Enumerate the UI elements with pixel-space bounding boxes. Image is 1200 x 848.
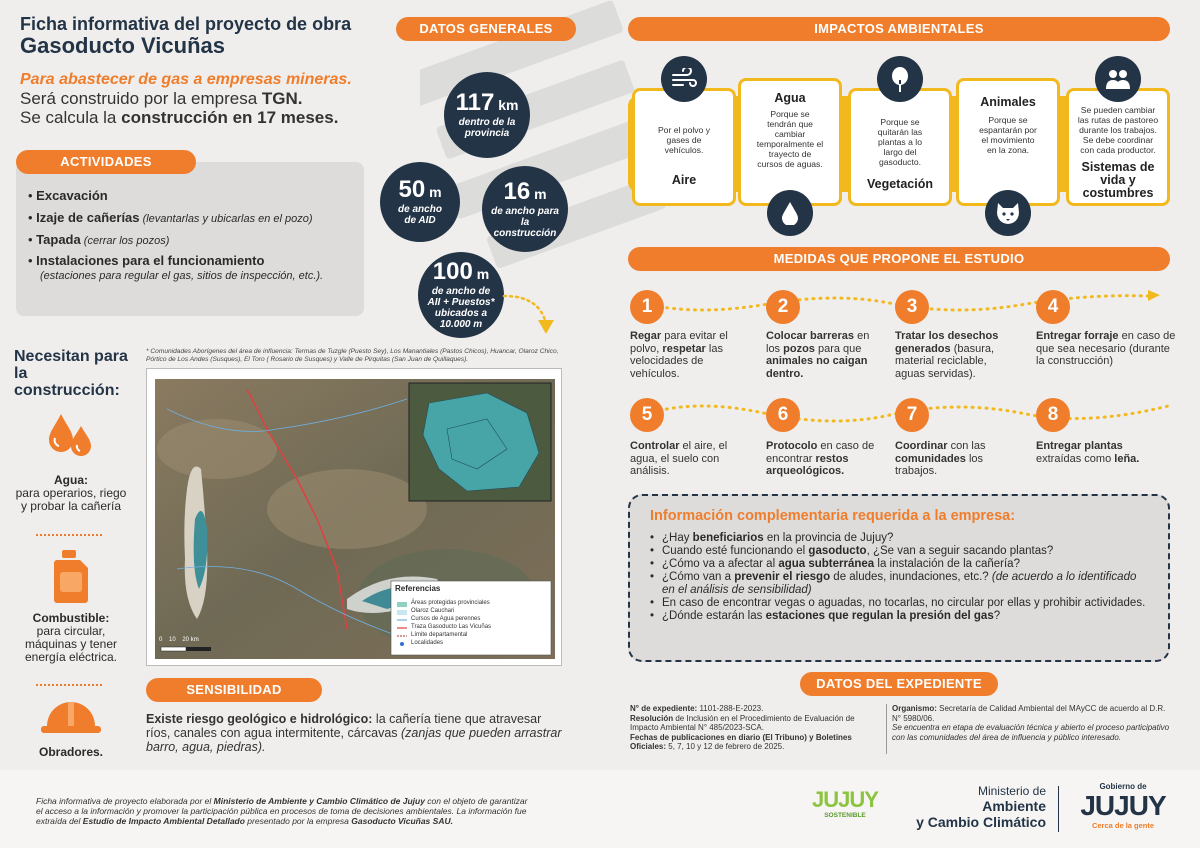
info-bold: beneficiarios [692,532,764,544]
gobierno-name: JUJUY [1080,790,1166,821]
footer-text-part: con el objeto de garantizar el acceso a la información y promover la participación pública en procesos de toma de decisiones ambientales. La información fue extraída del [36,796,528,826]
necesitan-title: Necesitan para la construcción: [14,348,128,399]
bubble-label: de ancho de AID [398,204,442,226]
page-title: Gasoducto Vicuñas [20,33,225,58]
bubble-50m [380,162,460,242]
step-text: en caso de encontrar [766,440,875,465]
header-built [20,89,400,108]
actividades-title: ACTIVIDADES [16,150,196,174]
impact-desc: Porque se tendrán que cambiar temporalmente el trayecto de cursos de aguas. [756,109,824,169]
impact-card-vegetacion [848,88,952,206]
actividad-note: (levantarlas y ubicarlas en el pozo) [139,213,313,225]
ministerio-line: Ambiente [982,798,1046,814]
exp-value: 1101-288-E-2023. [697,704,764,713]
footer-divider [1058,786,1059,832]
legend-item: Cursos de Agua perennes [411,616,481,622]
info-text: En caso de encontrar vegas o aguadas, no tocarlas, no circular por ellas y prohibir actividades. [662,597,1146,609]
step-4-badge: 4 [1036,290,1070,324]
step-bold: comunidades [895,452,966,465]
step-6-text [766,440,882,478]
step-bold: leña. [1114,452,1140,465]
sensibilidad-bold: Existe riesgo geológico e hidrológico: [146,712,373,726]
water-drops-icon [43,408,99,464]
actividad-item [28,210,358,225]
combustible-section [14,548,128,664]
water-drop-icon [767,190,813,236]
impact-desc: Porque se espantarán por el movimiento en la zona. [979,115,1037,155]
footer-text [36,796,536,826]
header-built-text: Será construido por la empresa [20,89,262,108]
info-text: ¿Hay [662,532,693,544]
tree-icon [877,56,923,102]
impact-title: Aire [671,173,697,187]
actividad-note: (estaciones para regular el gas, sitios de inspección, etc.). [40,270,324,282]
info-bold: agua subterránea [778,558,875,570]
header-time [20,108,400,127]
info-title: Información complementaria requerida a la empresa: [650,508,1016,524]
impact-desc: Porque se quitarán las plantas a lo largo del gasoducto. [877,117,923,167]
sensibilidad-text [146,712,564,754]
gobierno-slogan: Cerca de la gente [1091,821,1155,830]
info-question [650,532,1152,545]
step-text: para evitar el polvo, [630,330,728,355]
footer-text-part: presentado por la empresa [244,816,352,826]
impact-card-aire [632,88,736,206]
actividad-label: Excavación [36,188,108,203]
logo-sub: SOSTENIBLE [824,812,866,819]
bubble-unit: km [498,97,519,113]
logo-text: JUJUY [812,787,878,812]
map-legend [411,599,491,647]
info-text: de aludes, inundaciones, etc.? [830,571,992,583]
impact-title: Agua [774,91,806,105]
step-bold: Protocolo [766,440,818,452]
step-text: en caso de que sea necesario (durante la construcción) [1036,330,1176,367]
actividad-item [28,254,358,283]
info-bold: gasoducto [808,545,867,557]
step-bold: animales no caigan dentro. [766,355,868,380]
exp-etapa: Se encuentra en etapa de evaluación técnica y abierto el proceso participativo con las comunidades del área de influencia y público interesado. [892,723,1170,742]
step-8-badge: 8 [1036,398,1070,432]
info-question [650,597,1152,610]
step-4-text [1036,330,1176,368]
exp-value: 5, 7, 10 y 12 de febrero de 2025. [666,742,785,751]
info-bold: prevenir el riesgo [734,571,831,583]
bubble-117km [444,72,530,158]
divider [36,534,102,536]
step-bold: respetar [662,342,706,355]
exp-fechas [630,733,880,752]
bubble-label: de ancho para la construcción [491,205,559,239]
sensibilidad-title: SENSIBILIDAD [146,678,322,702]
exp-organismo [892,704,1172,723]
info-question [650,545,1152,558]
expediente-divider [886,704,887,754]
step-1-badge: 1 [630,290,664,324]
exp-numero [630,704,880,714]
impact-card-animales [956,78,1060,206]
header [20,14,400,127]
actividad-item [28,188,358,203]
agua-section [14,408,128,513]
info-panel [628,494,1170,662]
step-text: para que [814,342,862,355]
impact-title: Sistemas de vida y costumbres [1081,160,1155,200]
info-text: ? [993,610,1001,622]
info-text: Cuando esté funcionando el [662,545,809,557]
obradores-title: Obradores. [38,745,104,759]
header-built-bold: TGN. [261,89,303,108]
legend-item: Áreas protegidas provinciales [411,600,490,606]
actividad-label: Izaje de cañerías [36,210,140,225]
expediente-right [892,704,1172,742]
agua-desc: para operarios, riego y probar la cañería [15,486,127,513]
step-5-text [630,440,742,478]
step-text: en los [766,330,870,355]
step-text: las velocidades de vehículos. [630,342,723,380]
obradores-section [14,694,128,759]
header-line1: Ficha informativa del proyecto de obra [20,14,352,34]
step-bold: Entregar forraje [1036,330,1119,342]
bubble-label: dentro de la provincia [458,117,516,139]
gobierno-logo [1068,782,1178,830]
step-bold: Regar [630,330,662,342]
divider [36,684,102,686]
step-7-text [895,440,1005,478]
footer-bold: Gasoducto Vicuñas SAU. [351,816,453,826]
legend-item: Olaroz Cauchari [411,608,455,614]
step-bold: restos arqueológicos. [766,452,849,477]
actividad-label: Tapada [36,232,81,247]
info-text: en la provincia de Jujuy? [763,532,894,544]
step-3-text [895,330,1013,380]
step-bold: Coordinar [895,440,948,452]
exp-resolucion [630,714,880,733]
impact-title: Animales [980,95,1036,109]
footer-bold: Ministerio de Ambiente y Cambio Climático de Jujuy [213,796,425,806]
step-text: los trabajos. [895,452,984,477]
step-2-text [766,330,878,380]
bubble-value: 50 [398,176,426,203]
step-7-badge: 7 [895,398,929,432]
actividad-label: Instalaciones para el funcionamiento [36,253,265,268]
header-subtitle: Para abastecer de gas a empresas mineras. [20,71,352,88]
info-question [650,610,1152,623]
fuel-can-icon [50,548,92,604]
bubble-value: 117 [455,89,495,116]
agua-title: Agua: [54,473,88,487]
bubble-value: 16 [503,177,531,205]
impactos-title: IMPACTOS AMBIENTALES [628,17,1170,41]
combustible-desc: para circular, máquinas y tener energía eléctrica. [24,624,118,664]
impact-card-sistemas [1066,88,1170,206]
actividad-note: (cerrar los pozos) [80,235,170,247]
sensibilidad-italic: (zanjas que pueden arrastrar barro, agua, piedras). [146,726,562,754]
bubble-unit: m [476,266,490,282]
map-legend-title: Referencias [395,584,441,593]
step-6-badge: 6 [766,398,800,432]
bubble-16m [482,166,568,252]
step-8-text [1036,440,1166,465]
ministerio-logo [896,784,1046,830]
info-question [650,558,1152,571]
footer-text-part: Ficha informativa de proyecto elaborada por el [36,796,214,806]
step-bold: Entregar plantas [1036,440,1123,452]
exp-label: Organismo: [892,704,937,713]
exp-label: Fechas de publicaciones en diario (El Tribuno) y Boletines Oficiales: [630,732,852,751]
legend-item: Traza Gasoducto Las Vicuñas [411,624,492,630]
expediente-left [630,704,880,752]
wind-icon [661,56,707,102]
hard-hat-icon [39,694,103,736]
impact-card-agua [738,78,842,206]
bubble-unit: m [534,185,547,202]
actividad-item [28,232,358,247]
bubble-unit: m [429,184,442,200]
info-text: la instalación de la cañería? [874,558,1020,570]
map-frame [146,368,562,666]
info-text: ¿Dónde estarán las [662,610,766,622]
step-bold: Controlar [630,440,680,452]
info-question [650,571,1152,597]
medidas-title: MEDIDAS QUE PROPONE EL ESTUDIO [628,247,1170,271]
step-text: extraídas como [1036,452,1115,465]
dotted-arrow [500,290,570,340]
step-3-badge: 3 [895,290,929,324]
step-5-badge: 5 [630,398,664,432]
step-text: (basura, material reciclable, aguas servidas). [895,342,995,380]
step-2-badge: 2 [766,290,800,324]
exp-value: Secretaría de Calidad Ambiental del MAyCC de acuerdo al D.R. N° 5980/06. [892,704,1166,723]
header-time-text: Se calcula la [20,108,122,127]
step-bold: Tratar los desechos generados [895,330,999,355]
footer-bold: Estudio de Impacto Ambiental Detallado [82,816,245,826]
expediente-title: DATOS DEL EXPEDIENTE [800,672,998,696]
info-text: ¿Cómo van a [662,571,735,583]
people-icon [1095,56,1141,102]
jujuy-sostenible-logo [812,788,878,819]
header-time-bold: construcción en 17 meses. [121,108,339,127]
actividades-list [28,188,358,290]
legend-item: Límite departamental [411,632,468,638]
ministerio-line: y Cambio Climático [916,814,1046,830]
map-scale: 0 10 20 km [159,637,199,643]
map-note: * Comunidades Aborígenes del área de influencia: Termas de Tuzgle (Puesto Sey), Los Manantiales (Pastos Chicos), Huancar, Olaroz Chico, Pórtico de Los Andes (Susques), El Toro ( Rosario de Susques) y Valle de Pirquitas (San Juan de Quillaques). [146,348,559,363]
exp-label: N° de expediente: [630,704,698,713]
info-text: , ¿Se van a seguir sacando plantas? [866,545,1054,557]
combustible-title: Combustible: [32,611,110,625]
step-text: el aire, el agua, el suelo con análisis. [630,440,728,477]
step-bold: pozos [783,342,815,355]
exp-value: de Inclusión en el Procedimiento de Evaluación de Impacto Ambiental N° 485/2023-SCA. [630,713,855,732]
impact-title: Vegetación [867,177,933,191]
exp-label: Resolución [630,713,674,723]
bubble-label: de ancho de AII + Puestos* ubicados a 10.000 m [427,286,495,330]
bubble-value: 100 [432,258,473,285]
info-text: ¿Cómo va a afectar al [662,558,779,570]
gobierno-line: Gobierno de [1099,782,1147,791]
datos-generales-title: DATOS GENERALES [396,17,576,41]
info-italic: (de acuerdo a lo identificado en el análisis de sensibilidad) [662,571,1137,596]
step-bold: Colocar barreras [766,330,855,342]
sensibilidad-body: la cañería tiene que atravesar ríos, canales con agua intermitente, cárcavas [146,712,542,740]
satellite-map [147,369,563,667]
impact-desc: Por el polvo y gases de vehículos. [657,125,711,155]
ministerio-line: Ministerio de [977,784,1046,798]
bubble-100m [418,252,504,338]
info-bold: estaciones que regulan la presión del gas [765,610,994,622]
step-text: con las [947,440,986,452]
puma-icon [985,190,1031,236]
step-1-text [630,330,742,380]
impact-desc: Se pueden cambiar las rutas de pastoreo durante los trabajos. Se debe coordinar con cada productor. [1077,105,1159,155]
legend-item: Localidades [411,640,444,646]
